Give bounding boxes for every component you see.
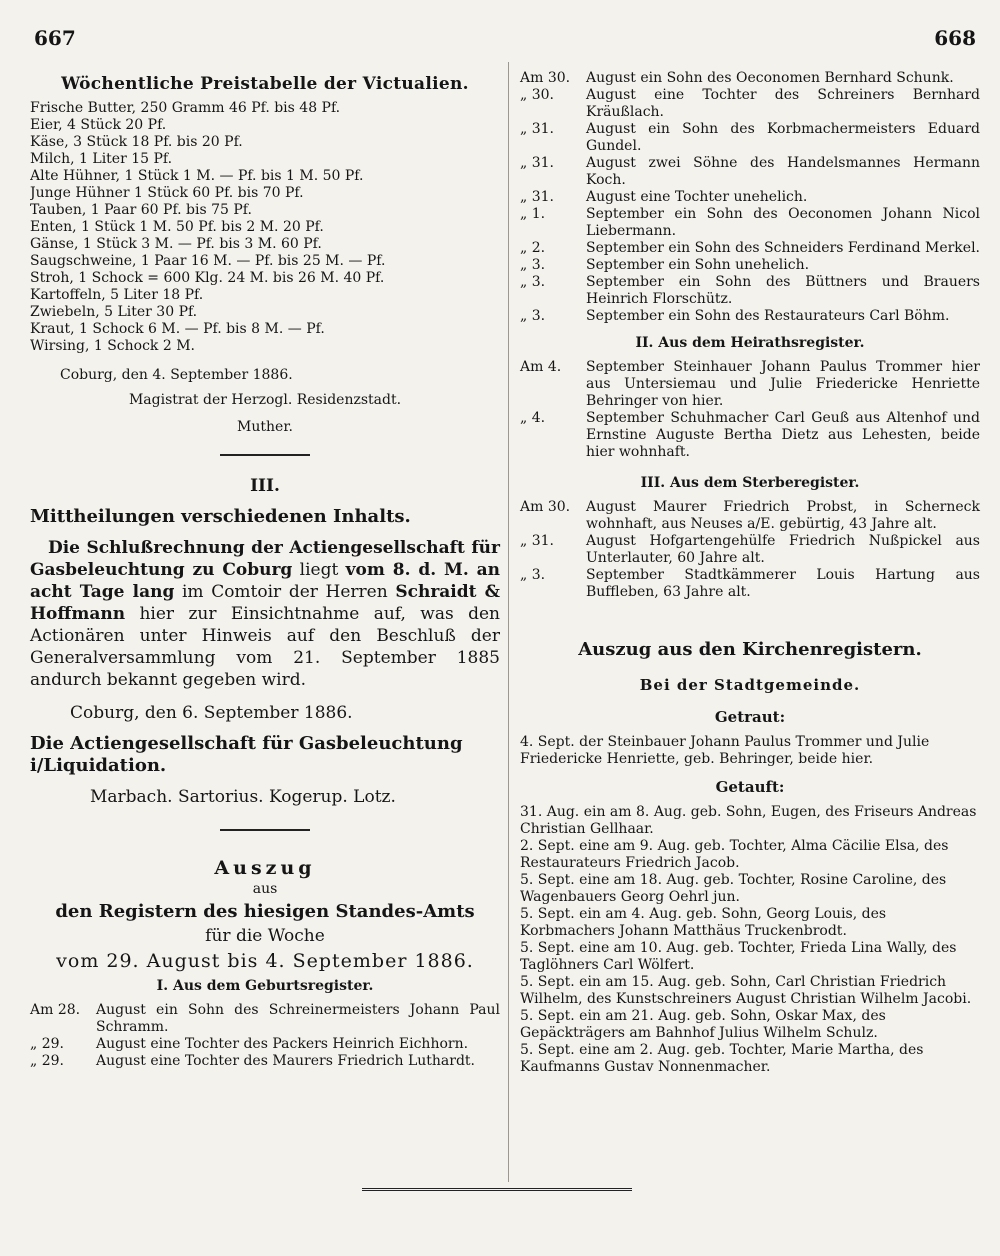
entry-text: August Maurer Friedrich Probst, in Scherneck wohnhaft, aus Neuses a/E. gebürtig, 43 Jahre alt. [586,499,980,532]
entry-text: 5. Sept. ein am 4. Aug. geb. Sohn, Georg Louis, des Korbmachers Johann Matthäus Truckenbrodt. [520,906,887,939]
baptism-entry [520,872,980,906]
price-item: Gänse, 1 Stück 3 M. — Pf. bis 3 M. 60 Pf. [30,236,322,252]
entry-date: „ 2. [520,240,546,256]
entry-text: August Hofgartengehülfe Friedrich Nußpickel aus Unterlauter, 60 Jahre alt. [586,533,980,566]
death-entry [520,567,980,601]
entry-date: „ 31. [520,533,554,549]
notice-span: im Comtoir der Herren [174,582,396,602]
entry-text: August eine Tochter des Maurers Friedrich Luthardt. [96,1053,475,1069]
notice-bold: vom 8. d. M. an acht Tage lang [30,560,500,602]
price-item: Milch, 1 Liter 15 Pf. [30,151,173,167]
firm-name: Die Actiengesellschaft für Gasbeleuchtung i/Liquidation. [30,733,463,776]
price-item: Junge Hühner 1 Stück 60 Pf. bis 70 Pf. [30,185,304,201]
church-marriage-entry [520,734,980,768]
registry-auszug: Auszug [214,857,316,879]
entry-date: „ 31. [520,189,554,205]
baptism-entry [520,838,980,872]
birth-entry [30,1002,500,1036]
entry-date: „ 30. [520,87,554,103]
baptism-entry [520,940,980,974]
entry-text: August eine Tochter unehelich. [586,189,808,205]
birth-entry [520,121,980,155]
price-table-title: Wöchentliche Preistabelle der Victualien. [61,74,469,94]
entry-text: 2. Sept. eine am 9. Aug. geb. Tochter, Alma Cäcilie Elsa, des Restaurateurs Friedrich Jacob. [520,838,949,871]
price-item: Enten, 1 Stück 1 M. 50 Pf. bis 2 M. 20 Pf. [30,219,324,235]
birth-entry [520,240,980,257]
birth-entry [520,274,980,308]
births-heading: I. Aus dem Geburtsregister. [156,978,374,994]
entry-text: August zwei Söhne des Handelsmannes Hermann Koch. [586,155,980,188]
birth-entry [520,87,980,121]
entry-date: „ 29. [30,1053,64,1069]
death-entry [520,533,980,567]
baptism-entry [520,1008,980,1042]
right-column [520,70,980,1076]
price-authority: Magistrat der Herzogl. Residenzstadt. [128,392,402,408]
entry-date: „ 31. [520,121,554,137]
getauft-heading: Getauft: [715,778,785,796]
price-signature: Muther. [237,419,293,435]
price-item: Zwiebeln, 5 Liter 30 Pf. [30,304,198,320]
section-number: III. [250,476,280,496]
entry-date: „ 3. [520,567,546,583]
entry-text: 5. Sept. eine am 18. Aug. geb. Tochter, Rosine Caroline, des Wagenbauers Georg Oehrl jun. [520,872,947,905]
entry-text: 5. Sept. ein am 15. Aug. geb. Sohn, Carl Christian Friedrich Wilhelm, des Kunstschreiners August Christian Wilhelm Jacobi. [520,974,972,1007]
entry-date: „ 1. [520,206,546,222]
entry-text: August ein Sohn des Oeconomen Bernhard Schunk. [586,70,954,86]
birth-entry [520,189,980,206]
birth-entry [520,70,980,87]
bottom-divider [362,1188,632,1191]
divider [220,829,310,831]
entry-text: August eine Tochter des Schreiners Bernhard Kräußlach. [586,87,980,120]
birth-entry [30,1036,500,1053]
getraut-heading: Getraut: [714,708,786,726]
left-column [30,70,500,1070]
church-heading: Auszug aus den Kirchenregistern. [578,639,922,660]
notice-span: hier zur Einsichtnahme auf, was den Actionären unter Hinweis auf den Beschluß der Generalversammlung vom 21. September 1885 andurch bekannt gegeben wird. [30,604,500,690]
marriage-entry [520,359,980,410]
price-item: Kartoffeln, 5 Liter 18 Pf. [30,287,204,303]
entry-text: 5. Sept. eine am 2. Aug. geb. Tochter, Marie Martha, des Kaufmanns Gustav Nonnenmacher. [520,1042,924,1075]
divider [220,454,310,456]
entry-text: September ein Sohn des Oeconomen Johann Nicol Liebermann. [586,206,980,239]
baptism-entry [520,906,980,940]
price-item: Eier, 4 Stück 20 Pf. [30,117,167,133]
price-item: Wirsing, 1 Schock 2 M. [30,338,196,354]
price-list [30,100,500,355]
registry-date-range: vom 29. August bis 4. September 1886. [56,950,474,972]
registry-aus: aus [252,881,278,897]
entry-text: September Stadtkämmerer Louis Hartung aus Buffleben, 63 Jahre alt. [586,567,980,600]
baptism-entry [520,974,980,1008]
church-subheading: Bei der Stadtgemeinde. [639,676,861,694]
birth-entry [520,155,980,189]
page-number-left: 667 [34,26,76,50]
section-heading: Mittheilungen verschiedenen Inhalts. [30,506,411,527]
entry-text: 31. Aug. ein am 8. Aug. geb. Sohn, Eugen, des Friseurs Andreas Christian Gellhaar. [520,804,977,837]
death-entry [520,499,980,533]
birth-entry [30,1053,500,1070]
price-item: Alte Hühner, 1 Stück 1 M. — Pf. bis 1 M. 50 Pf. [30,168,364,184]
price-item: Frische Butter, 250 Gramm 46 Pf. bis 48 Pf. [30,100,341,116]
price-item: Stroh, 1 Schock = 600 Klg. 24 M. bis 26 M. 40 Pf. [30,270,385,286]
birth-entry [520,206,980,240]
marriage-entry [520,410,980,461]
price-item: Saugschweine, 1 Paar 16 M. — Pf. bis 25 M. — Pf. [30,253,386,269]
entry-text: 4. Sept. der Steinbauer Johann Paulus Trommer und Julie Friedericke Henriette, geb. Behringer, beide hier. [520,734,930,767]
entry-text: September ein Sohn des Schneiders Ferdinand Merkel. [586,240,980,256]
entry-text: August ein Sohn des Korbmachermeisters Eduard Gundel. [586,121,980,154]
entry-date: „ 31. [520,155,554,171]
entry-date: Am 4. [520,359,562,375]
notice-span: liegt [292,560,346,580]
entry-date: „ 4. [520,410,546,426]
price-date: Coburg, den 4. September 1886. [60,367,293,383]
entry-text: September ein Sohn des Restaurateurs Carl Böhm. [586,308,950,324]
entry-date: „ 3. [520,257,546,273]
entry-text: 5. Sept. eine am 10. Aug. geb. Tochter, Frieda Lina Wally, des Taglöhners Carl Wölfert. [520,940,957,973]
entry-date: „ 3. [520,274,546,290]
column-divider [508,62,509,1182]
signatories: Marbach. Sartorius. Kogerup. Lotz. [90,787,396,807]
baptism-entry [520,804,980,838]
birth-entry [520,308,980,325]
entry-text: 5. Sept. ein am 21. Aug. geb. Sohn, Oskar Max, des Gepäckträgers am Bahnhof Julius Wilhelm Schulz. [520,1008,886,1041]
entry-text: September Schuhmacher Carl Geuß aus Altenhof und Ernstine Auguste Bertha Dietz aus Lehesten, beide hier wohnhaft. [586,410,980,460]
entry-date: Am 30. [520,499,571,515]
entry-text: September Steinhauer Johann Paulus Trommer hier aus Untersiemau und Julie Friedericke Henriette Behringer von hier. [586,359,980,409]
entry-text: September ein Sohn des Büttners und Brauers Heinrich Florschütz. [586,274,980,307]
registry-title: den Registern des hiesigen Standes-Amts [55,901,475,922]
birth-entry [520,257,980,274]
entry-date: „ 29. [30,1036,64,1052]
page-number-right: 668 [934,26,976,50]
entry-date: Am 30. [520,70,571,86]
notice-bold: Schraidt & Hoffmann [30,582,500,624]
deaths-heading: III. Aus dem Sterberegister. [640,475,860,491]
entry-text: August ein Sohn des Schreinermeisters Johann Paul Schramm. [96,1002,500,1035]
notice-date: Coburg, den 6. September 1886. [70,703,353,723]
notice-text [30,537,500,691]
marriages-heading: II. Aus dem Heirathsregister. [635,335,865,351]
price-item: Käse, 3 Stück 18 Pf. bis 20 Pf. [30,134,243,150]
notice-bold: Die Schlußrechnung der Actiengesellschaft für Gasbeleuchtung zu Coburg [30,538,500,580]
entry-text: September ein Sohn unehelich. [586,257,810,273]
price-item: Kraut, 1 Schock 6 M. — Pf. bis 8 M. — Pf. [30,321,325,337]
price-item: Tauben, 1 Paar 60 Pf. bis 75 Pf. [30,202,252,218]
registry-week-label: für die Woche [205,926,325,946]
entry-date: „ 3. [520,308,546,324]
baptism-entry [520,1042,980,1076]
entry-date: Am 28. [30,1002,81,1018]
entry-text: August eine Tochter des Packers Heinrich Eichhorn. [96,1036,469,1052]
